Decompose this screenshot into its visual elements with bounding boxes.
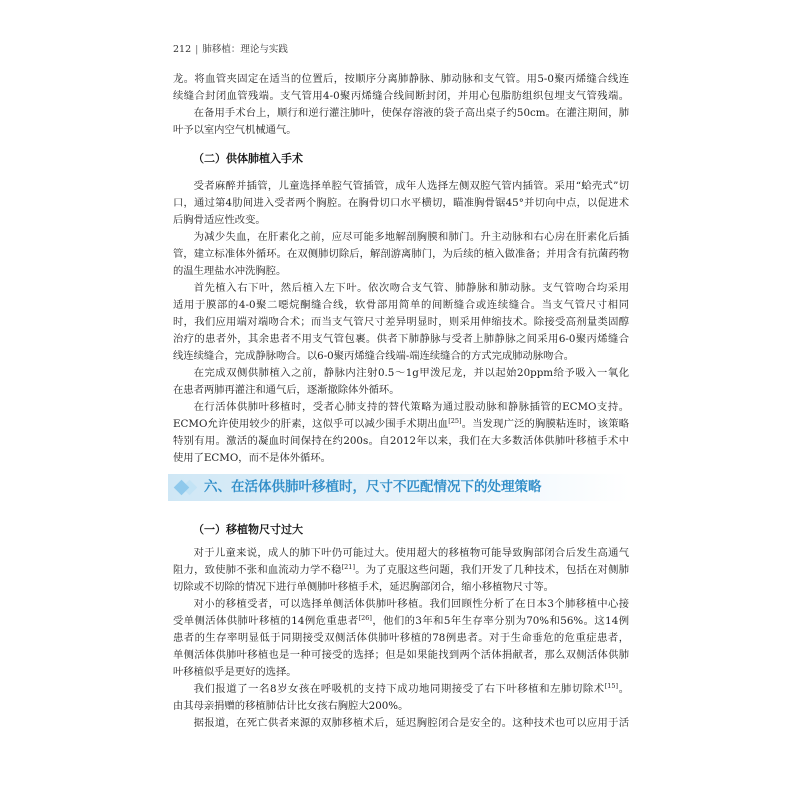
paragraph-line: 对于儿童来说，成人的肺下叶仍可能过大。使用超大的移植物可能导致胸部闭合后发生高通气 — [193, 546, 629, 559]
page-header — [173, 43, 288, 57]
paragraph-line: 在患者两肺再灌注和通气后，逐渐撤除体外循环。 — [173, 383, 400, 396]
paragraph-line: 时，我们应用端对端吻合术；而当支气管尺寸差异明显时，则采用伸缩技术。除接受高剂量类固醇 — [173, 315, 629, 328]
citation-ref: [25] — [448, 416, 462, 425]
paragraph-line — [173, 416, 629, 433]
line-text: ，他们的3年和5年生存率分别为70%和56%。这14例 — [371, 614, 629, 627]
diamond-icon — [173, 477, 201, 498]
paragraph-line: 龙。将血管夹固定在适当的位置后，按顺序分离肺静脉、肺动脉和支气管。用5-0聚丙烯缝合线连 — [173, 72, 629, 85]
body-paragraph — [173, 545, 629, 596]
line-text: 我们报道了一名8岁女孩在呼吸机的支持下成功地同期接受了右下叶移植和左肺切除术 — [193, 682, 605, 695]
header-separator: | — [195, 44, 199, 55]
section-banner — [168, 474, 630, 501]
line-text: 。为了克服这些问题，我们开发了几种技术，包括在对侧肺 — [354, 563, 629, 576]
body-paragraph — [173, 596, 629, 681]
line-text: 。 — [618, 682, 629, 695]
paragraph-line: 患者的生存率明显低于同期接受双侧活体供肺叶移植的78例患者。对于生命垂危的危重症患者， — [173, 631, 629, 644]
paragraph-line: 后胸骨适应性改变。 — [173, 213, 266, 226]
paragraph-line: 管，建立标准体外循环。在双侧肺切除后，解剖游离肺门，为后续的植入做准备；并用含有抗菌药物 — [173, 247, 629, 260]
section-title: 六、在活体供肺叶移植时，尺寸不匹配情况下的处理策略 — [204, 479, 542, 495]
book-title: 肺移植：理论与实践 — [202, 44, 288, 55]
paragraph-line: 对小的移植受者，可以选择单侧活体供肺叶移植。我们回顾性分析了在日本3个肺移植中心接 — [193, 597, 629, 610]
paragraph-line: 据报道，在死亡供者来源的双肺移植术后，延迟胸腔闭合是安全的。这种技术也可以应用于活 — [193, 716, 629, 729]
body-paragraph — [173, 280, 629, 365]
body-paragraph — [173, 178, 629, 229]
citation-ref: [21] — [341, 562, 355, 571]
paragraph-line: 受者麻醉并插管，儿童选择单腔气管插管，成年人选择左侧双腔气管内插管。采用“蛤壳式”切 — [193, 179, 629, 192]
paragraph-line: 续缝合封闭血管残端。支气管用4-0聚丙烯缝合线间断封闭，并用心包脂肪组织包埋支气管残端。 — [173, 89, 629, 102]
paragraph-line — [173, 562, 629, 579]
body-paragraph — [173, 105, 629, 139]
line-text: ECMO允许使用较少的肝素，这似乎可以减少围手术期出血 — [173, 417, 449, 430]
body-paragraph — [173, 715, 629, 732]
page-number: 212 — [173, 44, 192, 55]
paragraph-line: 单侧活体供肺叶移植也是一种可接受的选择；但是如果能找到两个活体捐献者，那么双侧活体供肺 — [173, 648, 629, 661]
body-paragraph — [173, 71, 629, 105]
paragraph-line: 治疗的患者外，其余患者不用支气管包裹。供者下肺静脉与受者上肺静脉之间采用6-0聚丙烯缝合 — [173, 332, 629, 345]
paragraph-line: 的温生理盐水冲洗胸腔。 — [173, 264, 287, 277]
paragraph-line: 线连续缝合，完成静脉吻合。以6-0聚丙烯缝合线端-端连续缝合的方式完成肺动脉吻合。 — [173, 349, 575, 362]
line-text: 。当发现广泛的胸膜粘连时，该策略 — [461, 417, 629, 430]
paragraph-line — [173, 613, 629, 630]
line-text: 受单侧活体供肺叶移植的14例危重患者 — [173, 614, 359, 627]
paragraph-line: 由其母亲捐赠的移植肺估计比女孩右胸腔大200%。 — [173, 699, 409, 712]
citation-ref: [15] — [604, 681, 619, 690]
paragraph-line: 特别有用。激活的凝血时间保持在约200s。自2012年以来，我们在大多数活体供肺叶移植手术中 — [173, 434, 629, 447]
paragraph-line: 首先植入右下叶，然后植入左下叶。依次吻合支气管、肺静脉和肺动脉。支气管吻合均采用 — [193, 281, 629, 294]
paragraph-line: 使用了ECMO，而不是体外循环。 — [173, 451, 331, 464]
paragraph-line: 在行活体供肺叶移植时，受者心肺支持的替代策略为通过股动脉和静脉插管的ECMO支持。 — [193, 400, 629, 413]
paragraph-line: 在完成双侧供肺植入之前，静脉内注射0.5～1g甲泼尼龙，并以起始20ppm给予吸入一氧化 — [193, 366, 629, 379]
paragraph-line: 为减少失血，在肝素化之前，应尽可能多地解剖胸膜和肺门。升主动脉和右心房在肝素化后插 — [193, 230, 629, 243]
paragraph-line: 切除或不切除的情况下进行单侧肺叶移植手术，延迟胸部闭合，缩小移植物尺寸等。 — [173, 580, 554, 593]
body-paragraph — [173, 681, 629, 715]
body-paragraph — [173, 229, 629, 280]
citation-ref: [26] — [358, 613, 372, 622]
paragraph-line: 适用于膜部的4-0聚二噁烷酮缝合线，软骨部用简单的间断缝合或连续缝合。当支气管尺寸相同 — [173, 298, 629, 311]
paragraph-line: 口，通过第4肋间进入受者两个胸腔。在胸骨切口水平横切，瞄准胸骨锯45°并切向中点，以促进术 — [173, 196, 629, 209]
paragraph-line — [173, 681, 629, 698]
body-paragraph — [173, 399, 629, 467]
line-text: 阻力，致使肺不张和血流动力学不稳 — [173, 563, 342, 576]
paragraph-line: 叶移植似乎是更好的选择。 — [173, 665, 297, 678]
body-paragraph — [173, 365, 629, 399]
paragraph-line: 在备用手术台上，顺行和逆行灌注肺叶，使保存溶液的袋子高出桌子约50cm。在灌注期间，肺 — [193, 106, 629, 119]
subsection-heading: （二）供体肺植入手术 — [193, 151, 303, 165]
subsection-heading: （一）移植物尺寸过大 — [193, 522, 303, 536]
paragraph-line: 叶予以室内空气机械通气。 — [173, 123, 297, 136]
